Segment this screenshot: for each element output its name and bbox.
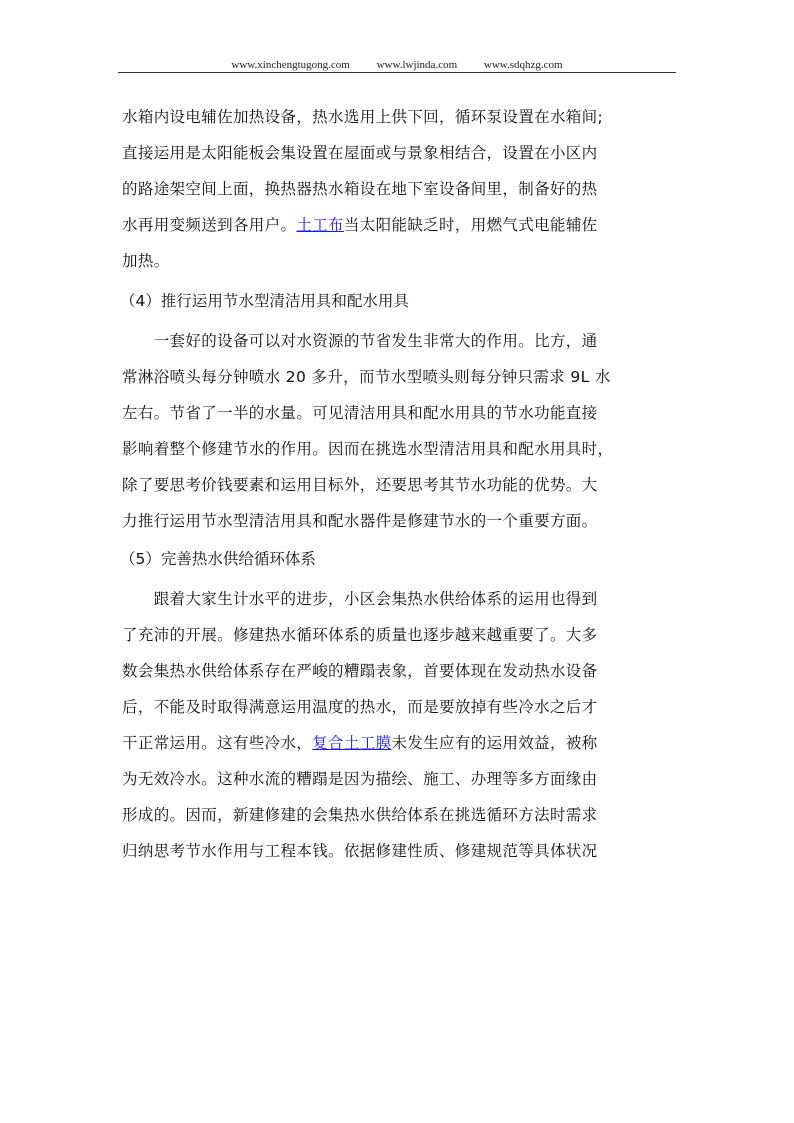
text-line: 跟着大家生计水平的进步，小区会集热水供给体系的运用也得到 bbox=[122, 590, 598, 608]
paragraph-2 bbox=[122, 323, 676, 539]
text-line: 为无效冷水。这种水流的糟蹋是因为描绘、施工、办理等多方面缘由 bbox=[122, 770, 598, 788]
link-tugongbu[interactable]: 土工布 bbox=[296, 216, 344, 234]
text-line: 归纳思考节水作用与工程本钱。依据修建性质、修建规范等具体状况 bbox=[122, 842, 598, 860]
header-site-2: www.lwjinda.com bbox=[376, 59, 458, 71]
text-segment: 未发生应有的运用效益，被称 bbox=[391, 734, 598, 752]
document-body bbox=[122, 99, 676, 869]
text-line: 影响着整个修建节水的作用。因而在挑选水型清洁用具和配水用具时， bbox=[122, 440, 614, 458]
section-heading-5: （5）完善热水供给循环体系 bbox=[120, 550, 316, 568]
text-segment: 当太阳能缺乏时，用燃气式电能辅佐 bbox=[343, 216, 598, 234]
text-line: 的路途架空间上面，换热器热水箱设在地下室设备间里，制备好的热 bbox=[122, 180, 598, 198]
text-line: 一套好的设备可以对水资源的节省发生非常大的作用。比方，通 bbox=[122, 332, 598, 350]
text-line: 除了要思考价钱要素和运用目标外，还要思考其节水功能的优势。大 bbox=[122, 476, 598, 494]
text-line: 形成的。因而，新建修建的会集热水供给体系在挑选循环方法时需求 bbox=[122, 806, 598, 824]
text-line bbox=[122, 725, 676, 761]
page-header bbox=[118, 58, 676, 73]
text-line: 数会集热水供给体系存在严峻的糟蹋表象，首要体现在发动热水设备 bbox=[122, 662, 598, 680]
text-line: 力推行运用节水型清洁用具和配水器件是修建节水的一个重要方面。 bbox=[122, 512, 598, 530]
text-line: 左右。节省了一半的水量。可见清洁用具和配水用具的节水功能直接 bbox=[122, 404, 598, 422]
text-segment: 干正常运用。这有些冷水， bbox=[122, 734, 313, 752]
paragraph-1 bbox=[122, 99, 676, 279]
paragraph-3 bbox=[122, 581, 676, 869]
link-fuhe-tugongmo[interactable]: 复合土工膜 bbox=[312, 734, 392, 752]
text-line: 后，不能及时取得满意运用温度的热水，而是要放掉有些冷水之后才 bbox=[122, 698, 598, 716]
header-site-1: www.xinchengtugong.com bbox=[231, 59, 350, 71]
header-site-3: www.sdqhzg.com bbox=[483, 59, 563, 71]
text-line: 了充沛的开展。修建热水循环体系的质量也逐步越来越重要了。大多 bbox=[122, 626, 598, 644]
text-segment: 水再用变频送到各用户。 bbox=[122, 216, 297, 234]
text-line bbox=[122, 207, 676, 243]
text-line: 加热。 bbox=[122, 252, 170, 270]
section-heading-4: （4）推行运用节水型清洁用具和配水用具 bbox=[120, 292, 409, 310]
text-line: 直接运用是太阳能板会集设置在屋面或与景象相结合，设置在小区内 bbox=[122, 144, 598, 162]
text-line: 常淋浴喷头每分钟喷水 20 多升，而节水型喷头则每分钟只需求 9L 水 bbox=[122, 368, 611, 386]
text-line: 水箱内设电辅佐加热设备，热水选用上供下回，循环泵设置在水箱间; bbox=[122, 108, 604, 126]
